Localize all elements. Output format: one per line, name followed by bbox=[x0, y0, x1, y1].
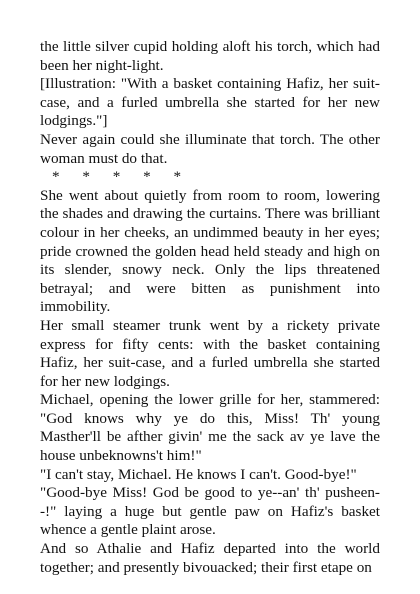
paragraph-trunk: Her small steamer trunk went by a rickety private express for fifty cents: with the basket containing Hafiz, her suit-case, and a furled umbrella she started for her new lodgings. bbox=[40, 316, 380, 390]
paragraph-torch: Never again could she illuminate that torch. The other woman must do that. bbox=[40, 130, 380, 167]
paragraph-departure: And so Athalie and Hafiz departed into the world together; and presently bivouacked; their first etape on bbox=[40, 540, 380, 576]
paragraph-cant-stay: "I can't stay, Michael. He knows I can't. Good-bye!" bbox=[40, 465, 357, 483]
paragraph-good-bye: "Good-bye Miss! God be good to ye--an' th' pusheen--!" laying a huge but gentle paw on Hafiz's basket whence a gentle plaint arose. bbox=[40, 484, 380, 539]
book-page bbox=[40, 38, 380, 577]
paragraph-night-light: the little silver cupid holding aloft his torch, which had been her night-light. bbox=[40, 38, 380, 74]
illustration-caption: [Illustration: "With a basket containing Hafiz, her suit-case, and a furled umbrella she started for her new lodgings."] bbox=[40, 75, 380, 130]
section-break-stars: * * * * * bbox=[52, 168, 182, 186]
paragraph-michael: Michael, opening the lower grille for her, stammered: "God knows why ye do this, Miss! Th' young Masther'll be afther givin' me the sack av ye lave the house unbeknowns't him!" bbox=[40, 391, 380, 465]
paragraph-shades: She went about quietly from room to room, lowering the shades and drawing the curtains. There was brilliant colour in her cheeks, an undimmed beauty in her eyes; pride crowned the golden head held steady and high on its slender, snowy neck. Only the lips threatened betrayal; and were bitten as punishment into immobility. bbox=[40, 186, 380, 316]
